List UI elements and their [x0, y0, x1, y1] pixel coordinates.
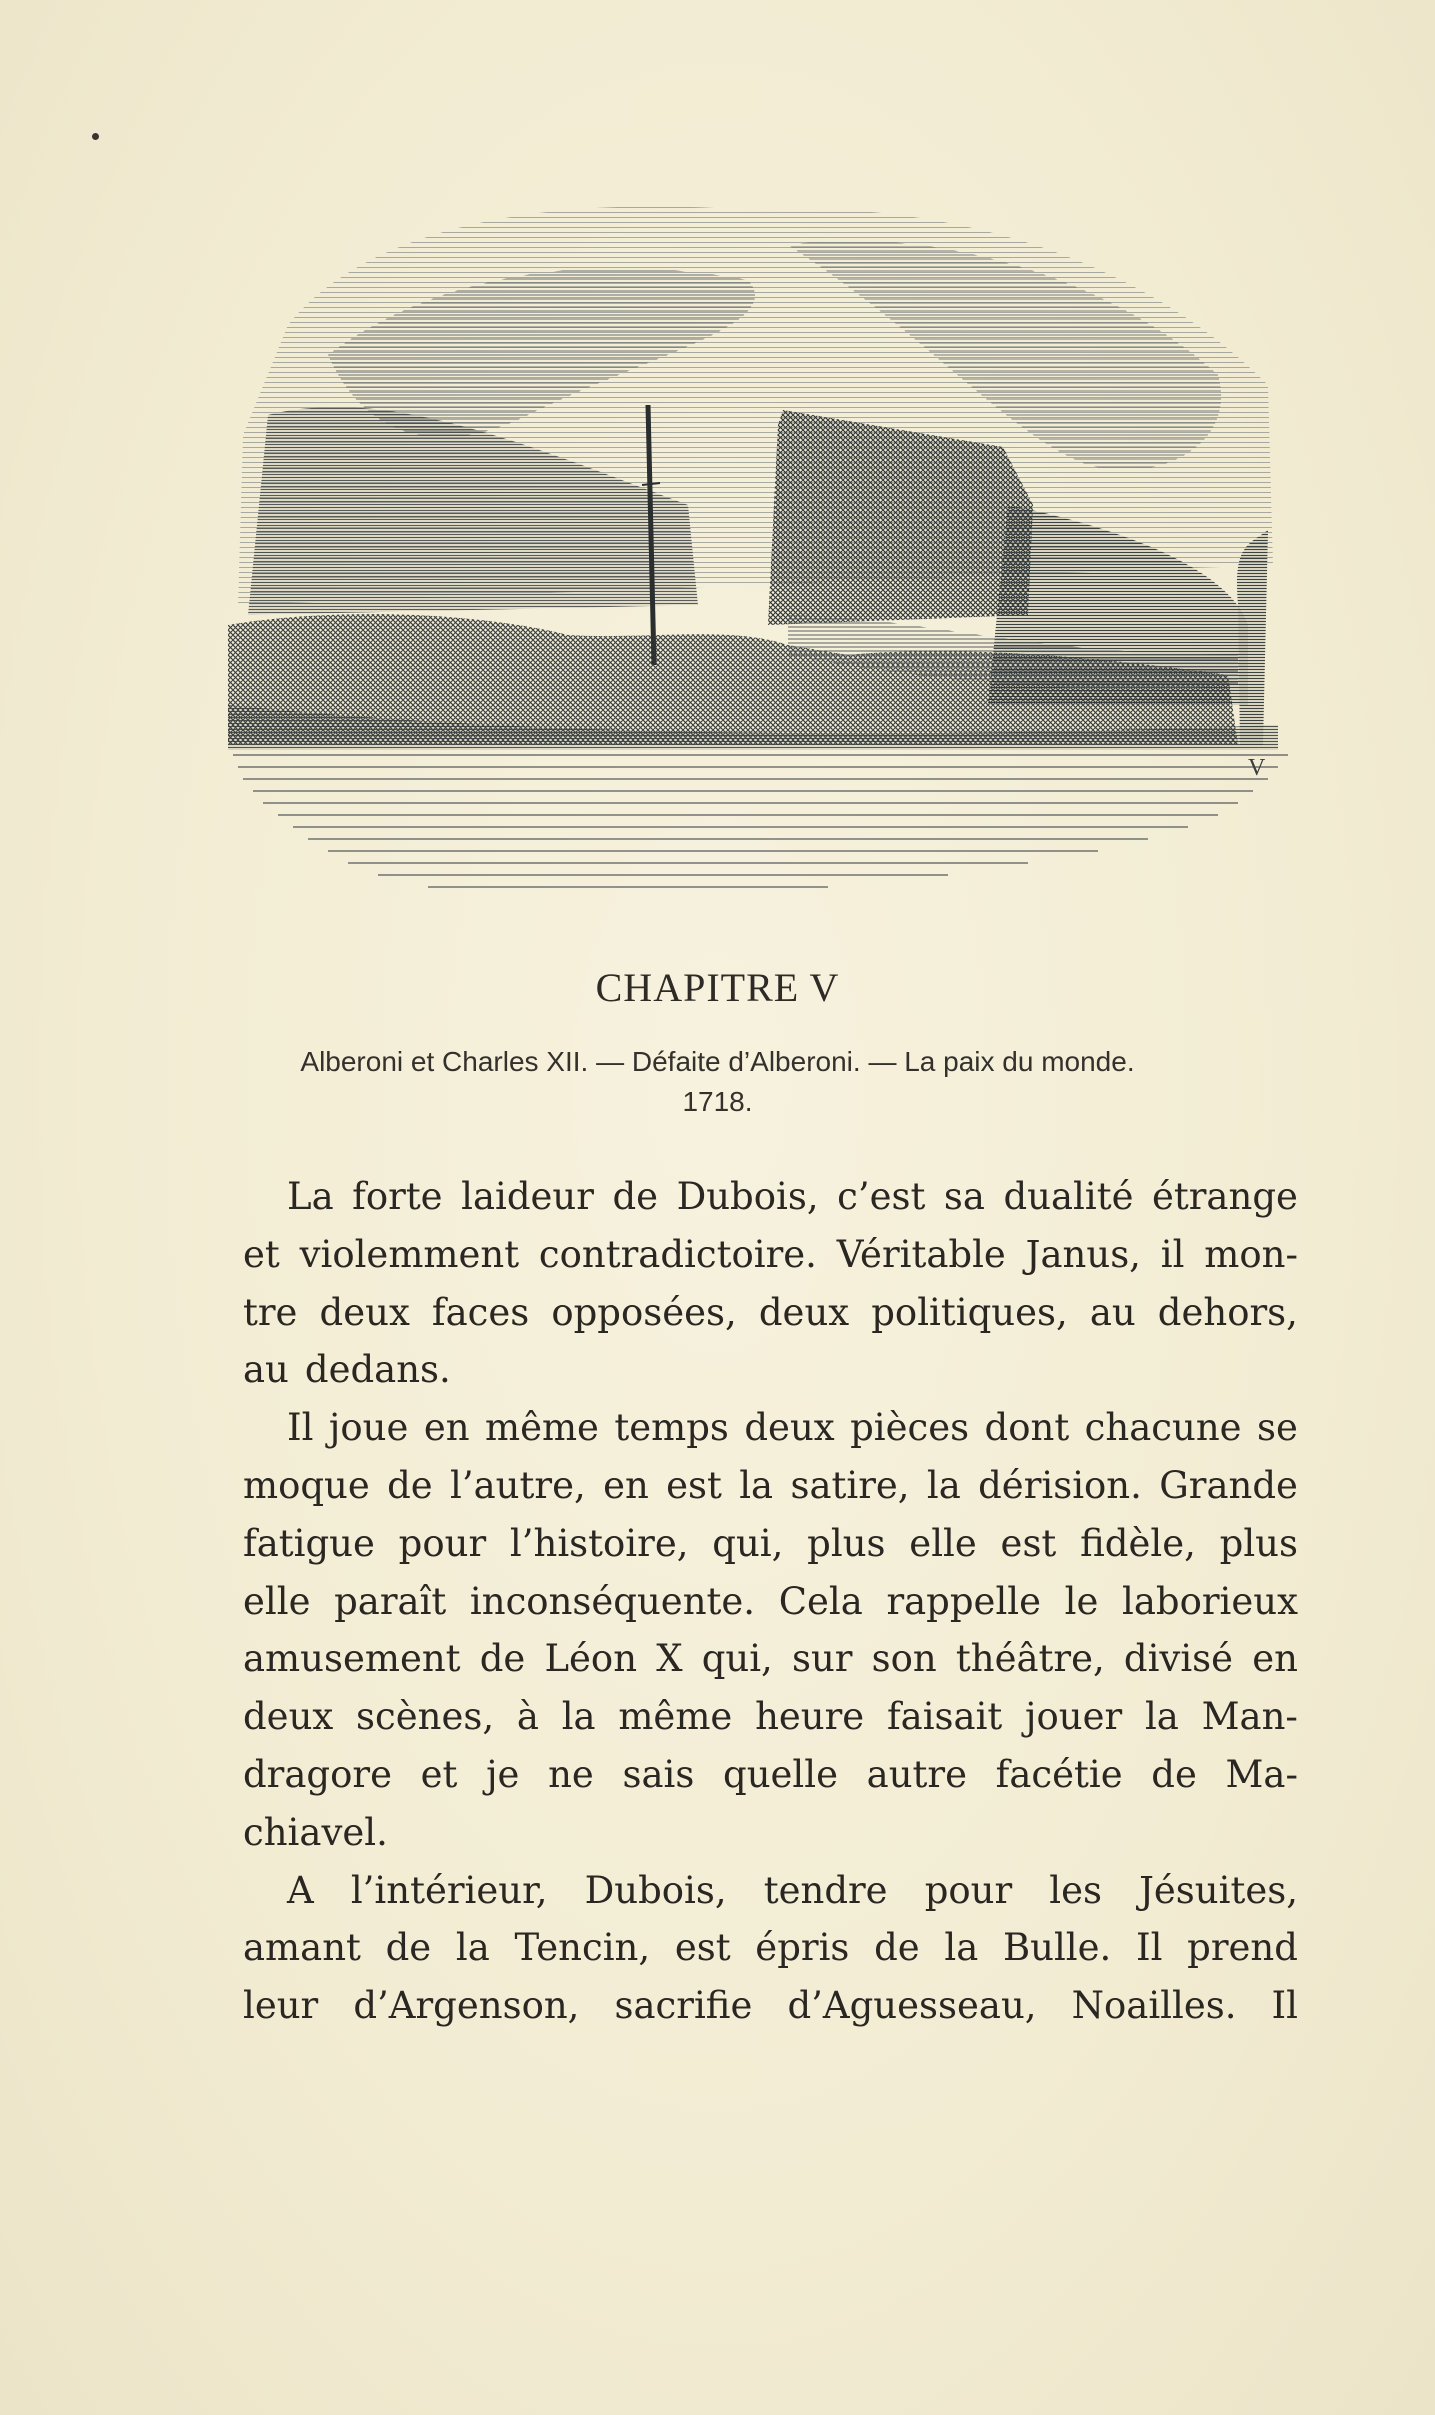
text-line: et violemment contradictoire. Véritable Janus, il mon-: [243, 1232, 1298, 1276]
text-line: leur d’Argenson, sacrifie d’Aguesseau, Noailles. Il: [243, 1984, 1298, 2028]
text-line: chiavel.: [243, 1810, 388, 1854]
engraver-monogram: V: [1248, 755, 1266, 781]
text-line: tre deux faces opposées, deux politiques, au dehors,: [243, 1290, 1298, 1334]
text-line: dragore et je ne sais quelle autre facétie de Ma-: [243, 1752, 1298, 1796]
text-line: fatigue pour l’histoire, qui, plus elle est fidèle, plus: [243, 1521, 1298, 1565]
text-line: au dedans.: [243, 1348, 451, 1392]
text-line: Il joue en même temps deux pièces dont chacune se: [287, 1406, 1298, 1450]
text-line: amusement de Léon X qui, sur son théâtre, divisé en: [243, 1637, 1298, 1681]
text-line: amant de la Tencin, est épris de la Bulle. Il prend: [243, 1926, 1298, 1970]
text-line: elle paraît inconséquente. Cela rappelle le laborieux: [243, 1579, 1298, 1623]
text-line: deux scènes, à la même heure faisait jouer la Man-: [243, 1695, 1298, 1739]
summary-line: Alberoni et Charles XII. — Défaite d’Alberoni. — La paix du monde.: [300, 1046, 1135, 1077]
text-line: moque de l’autre, en est la satire, la dérision. Grande: [243, 1463, 1298, 1507]
chapter-summary: [0, 1042, 1435, 1122]
summary-date: 1718.: [682, 1086, 753, 1117]
ink-speck: [92, 133, 99, 140]
text-line: A l’intérieur, Dubois, tendre pour les Jésuites,: [287, 1868, 1298, 1912]
chapter-title: CHAPITRE V: [595, 965, 840, 1010]
water-lines: [233, 755, 1288, 887]
body-text: [243, 1168, 1298, 2035]
engraving-illustration: [228, 185, 1303, 915]
mooring-post: [1237, 530, 1268, 745]
text-line: La forte laideur de Dubois, c’est sa dualité étrange: [287, 1175, 1298, 1218]
